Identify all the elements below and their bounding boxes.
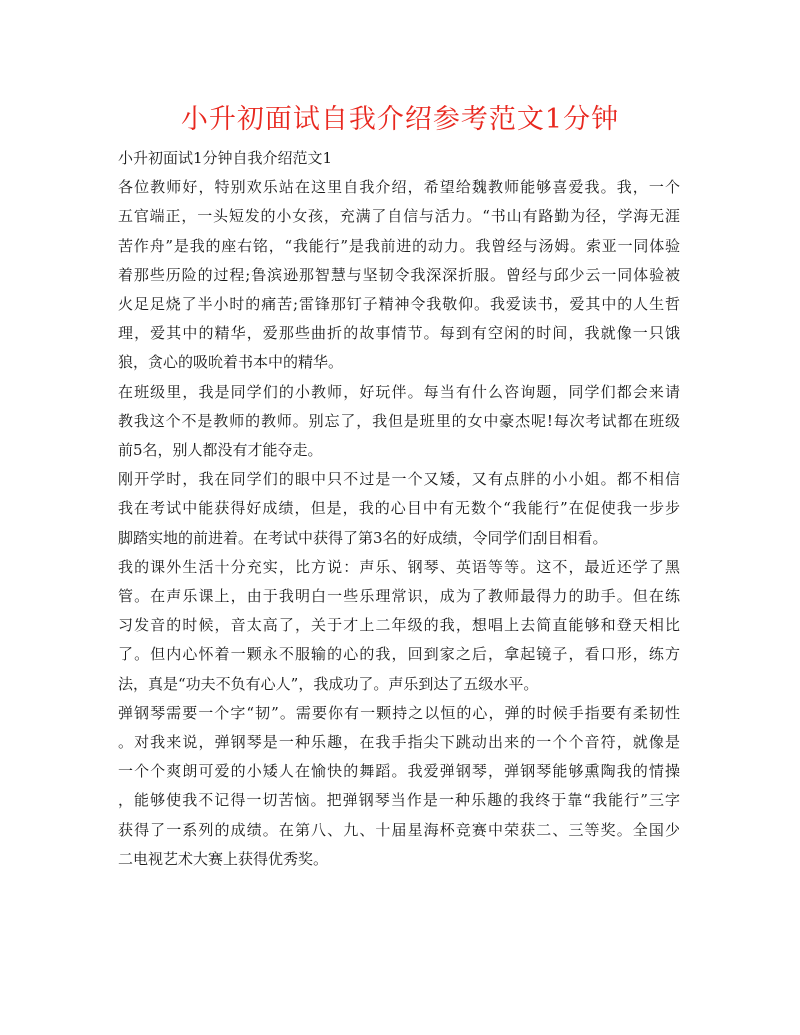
paragraph-line: 我的课外生活十分充实，比方说：声乐、钢琴、英语等等。这不，最近还学了黑 — [118, 557, 680, 576]
paragraph-line: 我在考试中能获得好成绩，但是，我的心目中有无数个“我能行”在促使我一步步 — [118, 499, 680, 518]
paragraph-line: 着那些历险的过程;鲁滨逊那智慧与坚韧令我深深折服。曾经与邱少云一同体验被 — [118, 265, 680, 284]
paragraph-line: 刚开学时，我在同学们的眼中只不过是一个又矮，又有点胖的小小姐。都不相信 — [118, 470, 680, 489]
paragraph-line: 苦作舟”是我的座右铭，“我能行”是我前进的动力。我曾经与汤姆。索亚一同体验 — [118, 236, 680, 255]
paragraph — [118, 173, 680, 377]
paragraph-line: 管。在声乐课上，由于我明白一些乐理常识，成为了教师最得力的助手。但在练 — [118, 587, 680, 606]
paragraph-line: 法，真是“功夫不负有心人”，我成功了。声乐到达了五级水平。 — [118, 674, 539, 693]
paragraph-line: 理，爱其中的精华，爱那些曲折的故事情节。每到有空闲的时间，我就像一只饿 — [118, 324, 680, 343]
paragraph — [118, 378, 680, 466]
paragraph-line: 狼，贪心的吸吮着书本中的精华。 — [118, 353, 344, 372]
paragraph-line: 各位教师好，特别欢乐站在这里自我介绍，希望给魏教师能够喜爱我。我，一个 — [118, 178, 680, 197]
document-body — [118, 144, 680, 874]
paragraph-line: 前5名，别人都没有才能夺走。 — [118, 441, 323, 460]
paragraph-line: 教我这个不是教师的教师。别忘了，我但是班里的女中豪杰呢!每次考试都在班级 — [118, 411, 680, 430]
paragraph-line: ，能够使我不记得一切苦恼。把弹钢琴当作是一种乐趣的我终于靠“我能行”三字 — [118, 791, 680, 810]
document-title: 小升初面试自我介绍参考范文1分钟 — [180, 104, 620, 135]
paragraph-line: 获得了一系列的成绩。在第八、九、十届星海杯竞赛中荣获二、三等奖。全国少 — [118, 820, 680, 839]
paragraph-line: 五官端正，一头短发的小女孩，充满了自信与活力。“书山有路勤为径，学海无涯 — [118, 207, 680, 226]
paragraphs-container — [118, 173, 680, 874]
paragraph-line: 脚踏实地的前进着。在考试中获得了第3名的好成绩，令同学们刮目相看。 — [118, 528, 608, 547]
paragraph — [118, 465, 680, 553]
paragraph-line: 弹钢琴需要一个字“韧”。需要你有一颗持之以恒的心，弹的时候手指要有柔韧性 — [118, 703, 680, 722]
subtitle-line: 小升初面试1分钟自我介绍范文1 — [118, 149, 333, 167]
paragraph — [118, 699, 680, 874]
paragraph-line: 火足足烧了半小时的痛苦;雷锋那钉子精神令我敬仰。我爱读书，爱其中的人生哲 — [118, 295, 680, 314]
paragraph-line: 一个个爽朗可爱的小矮人在愉快的舞蹈。我爱弹钢琴，弹钢琴能够熏陶我的情操 — [118, 762, 680, 781]
paragraph-line: 。对我来说，弹钢琴是一种乐趣，在我手指尖下跳动出来的一个个音符，就像是 — [118, 733, 680, 752]
subtitle-paragraph — [118, 144, 680, 173]
paragraph-line: 在班级里，我是同学们的小教师，好玩伴。每当有什么咨询题，同学们都会来请 — [118, 382, 680, 401]
paragraph-line: 习发音的时候，音太高了，关于才上二年级的我，想唱上去简直能够和登天相比 — [118, 616, 680, 635]
paragraph-line: 了。但内心怀着一颗永不服输的心的我，回到家之后，拿起镜子，看口形，练方 — [118, 645, 680, 664]
paragraph — [118, 553, 680, 699]
paragraph-line: 二电视艺术大赛上获得优秀奖。 — [118, 849, 329, 868]
